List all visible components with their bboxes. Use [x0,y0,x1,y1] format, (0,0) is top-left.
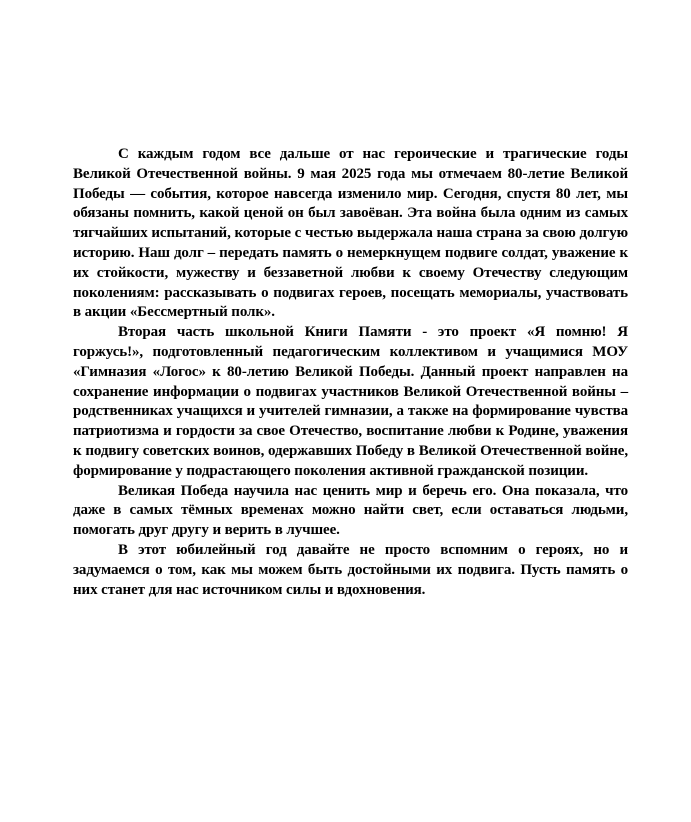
paragraph-peace: Великая Победа научила нас ценить мир и беречь его. Она показала, что даже в самых тёмных временах можно найти свет, если оставаться людьми, помогать друг другу и верить в лучшее. [73,482,628,539]
paragraph-project: Вторая часть школьной Книги Памяти - это проект «Я помню! Я горжусь!», подготовленный педагогическим коллективом и учащимися МОУ «Гимназия «Логос» к 80-летию Великой Победы. Данный проект направлен на сохранение информации о подвигах участников Великой Отечественной войны – родственниках учащихся и учителей гимназии, а также на формирование чувства патриотизма и гордости за свое Отечество, воспитание любви к Родине, уважения к подвигу советских воинов, одержавших Победу в Великой Отечественной войне, формирование у подрастающего поколения активной гражданской позиции. [73,324,628,479]
paragraph-intro: С каждым годом все дальше от нас героические и трагические годы Великой Отечественной войны. 9 мая 2025 года мы отмечаем 80-летие Великой Победы — события, которое навсегда изменило мир. Сегодня, спустя 80 лет, мы обязаны помнить, какой ценой он был завоёван. Эта война была одним из самых тягчайших испытаний, которые с честью выдержала наша страна за свою долгую историю. Наш долг – передать память о немеркнущем подвиге солдат, уважение к их стойкости, мужеству и беззаветной любви к своему Отечеству следующим поколениям: рассказывать о подвигах героев, посещать мемориалы, участвовать в акции «Бессмертный полк». [73,146,628,321]
paragraph-anniversary: В этот юбилейный год давайте не просто вспомним о героях, но и задумаемся о том, как мы можем быть достойными их подвига. Пусть память о них станет для нас источником силы и вдохновения. [73,541,628,598]
document-page [73,145,628,600]
